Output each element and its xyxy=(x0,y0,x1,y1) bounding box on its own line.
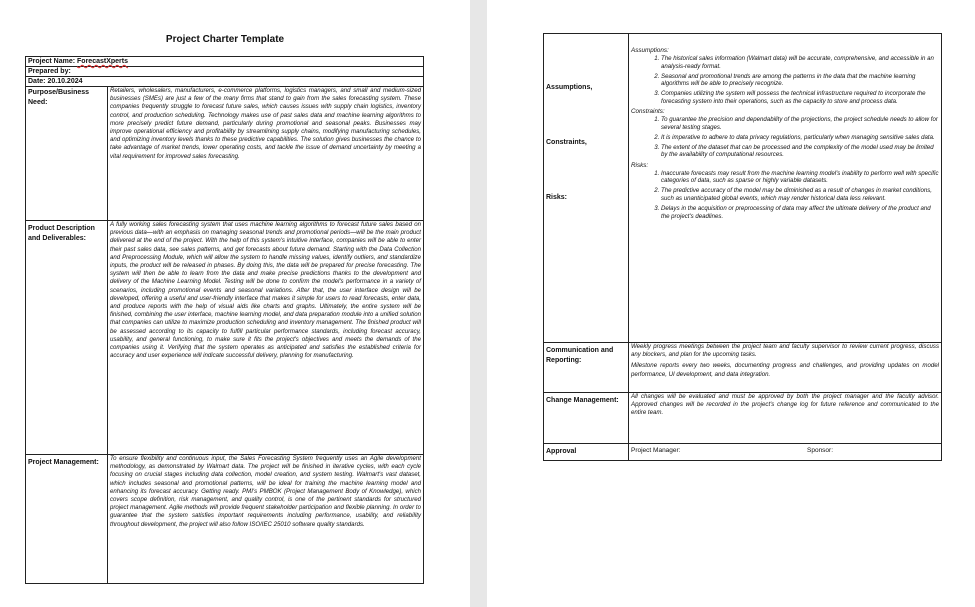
assumptions-label: Assumptions, xyxy=(546,84,593,91)
list-item: 1. To guarantee the precision and dependability of the projections, the project schedule needs to allow for several testing stages. xyxy=(661,116,939,131)
assumptions-heading: Assumptions: xyxy=(631,47,669,54)
assumptions-constraints-risks-row xyxy=(544,34,942,343)
approval-cell xyxy=(629,444,942,461)
date-cell xyxy=(26,77,424,87)
sponsor-label: Sponsor: xyxy=(807,447,834,454)
communication-text-1: Weekly progress meetings between the project team and faculty supervisor to review current progress, discuss any blockers, and plan for the upcoming tasks. xyxy=(631,343,939,359)
list-item: 2. The predictive accuracy of the model may be diminished as a result of changes in market conditions, such as unanticipated global events, which may render historical data less relevant. xyxy=(661,187,939,202)
project-name-row xyxy=(26,57,424,67)
product-text: A fully working sales forecasting system that uses machine learning algorithms to forecast future sales based on previous data—with an emphasis on managing seasonal trends and promotional periods—will be the main product delivered at the end of the project. With the help of this system's intuitive interface, companies will be able to enter their past sales data, see sales patterns, and get forecasts about future demand. Starting with the Data Collection and Preprocessing Module, which will allow the system to handle missing values, identify outliers, and standardize inputs, the product will be released in phases. By doing this, the data will be prepared for precise forecasting. The system will then be able to learn from the data and make precise predictions thanks to the development and delivery of the Machine Learning Model. Testing will be done to confirm the model's performance in a variety of scenarios, including promotional events and seasonal variations. After that, the user interface design will be developed, offering a useful and user-friendly interface that makes it simple for users to read forecasts, enter data, and produce reports with the help of visual aids like charts and graphs. Ultimately, the entire system will be finished, combining the user interface, machine learning model, and data preparation module into a unified solution that companies can utilize to maximize production scheduling and inventory management. The finished product will be assessed according to its capacity to fulfill particular performance standards, including forecast accuracy, usability, and general functioning, to make sure it fits the project's objectives and meets the demands of the companies using it. Verifying that the system operates as anticipated and satisfies the established criteria for accuracy and user experience will indicate successful delivery, planning for manufacturing. xyxy=(108,221,424,455)
approval-label: Approval xyxy=(544,444,629,461)
acr-label-cell xyxy=(544,34,629,343)
risks-list xyxy=(647,170,939,221)
purpose-text: Retailers, wholesalers, manufacturers, e-commerce platforms, logistics managers, and small and medium-sized businesses (SMEs) are just a few of the many firms that stand to gain from the sales forecasting system. These companies frequently struggle to forecast future sales, which causes issues with supply chain logistics, inventory control, and production scheduling. Technology makes use of past sales data and machine learning algorithms to more precisely predict future demand, particularly during promotional and seasonal peaks. Businesses may improve operational efficiency and profitability by streamlining supply chains, modifying manufacturing schedules, and optimizing inventory levels thanks to these predictive capabilities. The solution gives businesses the chance to take advantage of market trends, lower operating costs, and tackle the issue of demand uncertainty by meeting a vital requirement for improved sales forecasting. xyxy=(108,87,424,221)
charter-table-part-2 xyxy=(543,33,942,461)
purpose-label: Purpose/Business Need: xyxy=(26,87,108,221)
constraints-label: Constraints, xyxy=(546,139,587,146)
prepared-by-label: Prepared by: xyxy=(26,67,424,77)
constraints-list xyxy=(647,116,939,159)
change-management-row xyxy=(544,393,942,444)
list-item: 2. It is imperative to adhere to data privacy regulations, particularly when managing sensitive sales data. xyxy=(661,134,939,142)
document-page-2 xyxy=(487,0,975,607)
approval-row xyxy=(544,444,942,461)
communication-label: Communication and Reporting: xyxy=(544,343,629,393)
project-manager-label: Project Manager: xyxy=(631,447,681,454)
communication-text-2: Milestone reports every two weeks, documenting progress and challenges, and providing updates on model performance, UI development, and data integration. xyxy=(631,362,939,378)
acr-content-cell xyxy=(629,34,942,343)
assumptions-list xyxy=(647,55,939,106)
constraints-heading: Constraints: xyxy=(631,108,665,116)
communication-row xyxy=(544,343,942,393)
project-name-value: ForecastXperts xyxy=(77,58,128,65)
list-item: 3. Delays in the acquisition or preprocessing of data may affect the ultimate delivery of the product and the project's deadlines. xyxy=(661,205,939,220)
management-row xyxy=(26,455,424,584)
risks-label: Risks: xyxy=(546,194,568,201)
product-label: Product Description and Deliverables: xyxy=(26,221,108,455)
change-management-text: All changes will be evaluated and must be approved by both the project manager and the faculty advisor. Approved changes will be recorded in the project's change log for future reference and communicated to the entire team. xyxy=(629,393,942,444)
date-label: Date: xyxy=(28,78,46,85)
risks-heading: Risks: xyxy=(631,161,649,169)
project-name-label: Project Name: xyxy=(28,58,76,65)
management-label: Project Management: xyxy=(26,455,108,584)
document-page-1 xyxy=(0,0,470,607)
communication-text-cell xyxy=(629,343,942,393)
list-item: 2. Seasonal and promotional trends are among the patterns in the data that the machine learning algorithms will be able to precisely recognize. xyxy=(661,73,939,88)
date-value: 20.10.2024 xyxy=(47,78,83,85)
prepared-by-row xyxy=(26,67,424,77)
purpose-row xyxy=(26,87,424,221)
project-name-cell xyxy=(26,57,424,67)
list-item: 3. Companies utilizing the system will possess the technical infrastructure required to incorporate the forecasting system into their operations, such as the capacity to store and process data. xyxy=(661,90,939,105)
date-row xyxy=(26,77,424,87)
product-row xyxy=(26,221,424,455)
management-text: To ensure flexibility and continuous input, the Sales Forecasting System frequently uses an Agile development methodology, as demonstrated by Walmart data. The project will be finished in iterative cycles, with each cycle focusing on crucial stages including data collection, model creation, and system testing. Walmart's vast dataset, which includes seasonal and promotional patterns, will be ideal for training the machine learning model and enhancing its forecast accuracy. Getting ready. PMI's PMBOK (Project Management Body of Knowledge), which covers scope definition, risk management, and quality control, is one of the pertinent standards for structured project management. Agile methods will provide frequent stakeholder participation and flexible planning. In order to guarantee that the system satisfies important requirements including performance, usability, and reliability throughout development, the project will also follow ISO/IEC 25010 software quality standards. xyxy=(108,455,424,584)
list-item: 1. Inaccurate forecasts may result from the machine learning model's inability to perform well with specific categories of data, such as sparse or highly variable datasets. xyxy=(661,170,939,185)
change-management-label: Change Management: xyxy=(544,393,629,444)
page-title: Project Charter Template xyxy=(165,34,285,45)
charter-table-part-1 xyxy=(25,56,424,584)
list-item: 3. The extent of the dataset that can be processed and the complexity of the model used may be limited by the availability of computational resources. xyxy=(661,144,939,159)
list-item: 1. The historical sales information (Walmart data) will be accurate, comprehensive, and accessible in an analysis-ready format. xyxy=(661,55,939,70)
